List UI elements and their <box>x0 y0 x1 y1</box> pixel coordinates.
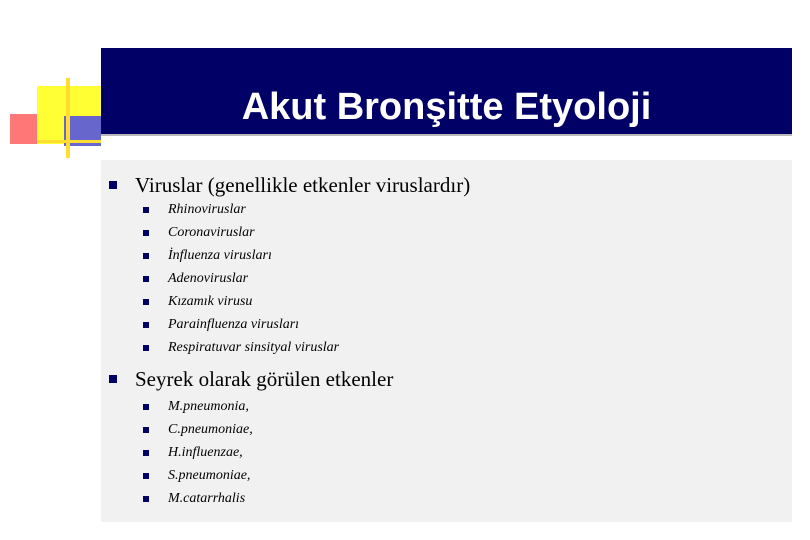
decor-horizontal-line <box>37 140 101 143</box>
list-item: Coronaviruslar <box>168 225 255 240</box>
slide-title: Akut Bronşitte Etyoloji <box>241 86 652 128</box>
list-item: M.catarrhalis <box>168 491 246 506</box>
bullet-icon <box>143 496 149 502</box>
bullet-icon <box>109 375 117 383</box>
bullet-icon <box>143 345 149 351</box>
bullet-icon <box>143 276 149 282</box>
list-item: İnfluenza virusları <box>168 248 272 263</box>
bullet-icon <box>143 207 149 213</box>
bullet-icon <box>143 230 149 236</box>
list-item: Adenoviruslar <box>168 271 249 286</box>
decor-vertical-line <box>66 78 70 158</box>
bullet-icon <box>143 404 149 410</box>
section-heading-rare-agents: Seyrek olarak görülen etkenler <box>135 367 394 391</box>
list-item: S.pneumoniae, <box>168 468 251 483</box>
list-item: M.pneumonia, <box>168 399 249 414</box>
bullet-icon <box>143 473 149 479</box>
list-item: H.influenzae, <box>168 445 243 460</box>
bullet-icon <box>143 427 149 433</box>
bullet-icon <box>109 181 117 189</box>
list-item: Rhinoviruslar <box>168 202 246 217</box>
list-item: Respiratuvar sinsityal viruslar <box>168 340 340 355</box>
bullet-icon <box>143 450 149 456</box>
list-item: Kızamık virusu <box>168 294 253 309</box>
list-item: Parainfluenza virusları <box>168 317 300 332</box>
section-heading-viruses: Viruslar (genellikle etkenler viruslardır) <box>135 173 471 197</box>
list-item: C.pneumoniae, <box>168 422 253 437</box>
bullet-icon <box>143 322 149 328</box>
bullet-icon <box>143 253 149 259</box>
bullet-icon <box>143 299 149 305</box>
title-underline <box>101 134 792 136</box>
